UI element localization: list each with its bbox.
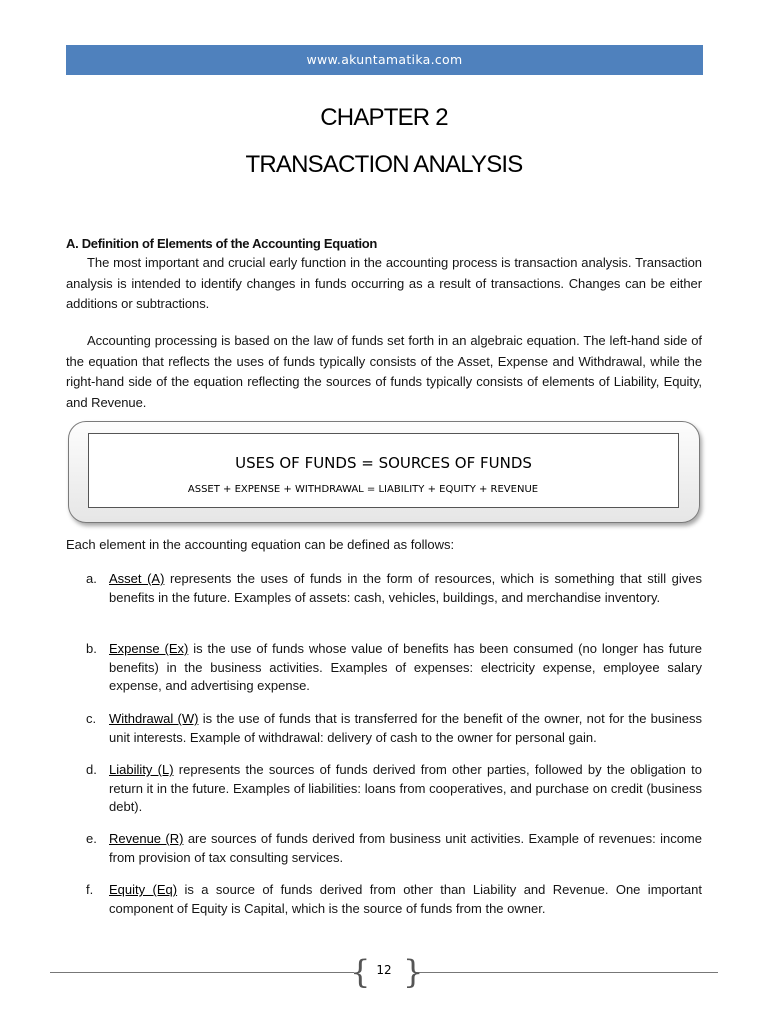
left-brace-icon: {	[350, 953, 371, 991]
item-marker: e.	[86, 831, 97, 846]
footer-rule-left	[50, 972, 354, 973]
definition-item-liability	[86, 761, 702, 817]
chapter-subtitle: TRANSACTION ANALYSIS	[245, 151, 523, 178]
equation-main: USES OF FUNDS = SOURCES OF FUNDS	[235, 454, 532, 472]
definition-item-withdrawal	[86, 710, 702, 747]
chapter-title: CHAPTER 2	[320, 104, 448, 131]
item-marker: b.	[86, 641, 97, 656]
equation-paragraph: Accounting processing is based on the law of funds set forth in an algebraic equation. The left-hand side of the equation that reflects the uses of funds typically consists of the Asset, Expense and Withdrawal, while the right-hand side of the equation reflecting the sources of funds typically consists of elements of Liability, Equity, and Revenue.	[66, 333, 702, 410]
item-text: is the use of funds whose value of benefits has been consumed (no longer has future benefits) in the business activities. Examples of expenses: electricity expense, employee salary expense, and advertising expense.	[109, 641, 702, 693]
item-term: Revenue (R)	[109, 831, 184, 846]
section-heading: A. Definition of Elements of the Accounting Equation	[66, 236, 378, 251]
site-url-banner: www.akuntamatika.com	[66, 45, 703, 75]
item-text: is the use of funds that is transferred for the benefit of the owner, not for the business unit interests. Example of withdrawal: delivery of cash to the owner for personal gain.	[109, 711, 702, 745]
item-marker: d.	[86, 762, 97, 777]
item-marker: f.	[86, 882, 94, 897]
right-brace-icon: }	[403, 953, 424, 991]
page-number: 12	[376, 963, 392, 977]
item-text: is a source of funds derived from other than Liability and Revenue. One important component of Equity is Capital, which is the source of funds from the owner.	[109, 882, 702, 916]
item-term: Withdrawal (W)	[109, 711, 199, 726]
definition-item-asset	[86, 570, 702, 607]
item-marker: c.	[86, 711, 97, 726]
definition-item-equity	[86, 881, 702, 918]
equation-detail: ASSET + EXPENSE + WITHDRAWAL = LIABILITY + EQUITY + REVENUE	[187, 484, 539, 495]
definitions-intro: Each element in the accounting equation can be defined as follows:	[66, 537, 455, 552]
item-term: Expense (Ex)	[109, 641, 189, 656]
item-term: Liability (L)	[109, 762, 174, 777]
item-marker: a.	[86, 571, 97, 586]
footer-rule-right	[414, 972, 718, 973]
definition-item-revenue	[86, 830, 702, 867]
item-text: represents the sources of funds derived from other parties, followed by the obligation to return it in the future. Examples of liabilities: loans from cooperatives, and purchase on credit (business debt).	[109, 762, 702, 814]
item-term: Asset (A)	[109, 571, 165, 586]
intro-paragraph: The most important and crucial early function in the accounting process is transaction analysis. Transaction analysis is intended to identify changes in funds occurring as a result of transactions. Changes can be either additions or subtractions.	[66, 255, 702, 312]
item-term: Equity (Eq)	[109, 882, 178, 897]
item-text: are sources of funds derived from business unit activities. Example of revenues: income from provision of tax consulting services.	[109, 831, 702, 865]
item-text: represents the uses of funds in the form of resources, which is something that still gives benefits in the future. Examples of assets: cash, vehicles, buildings, and merchandise inventory.	[109, 571, 702, 605]
definition-item-expense	[86, 640, 702, 696]
